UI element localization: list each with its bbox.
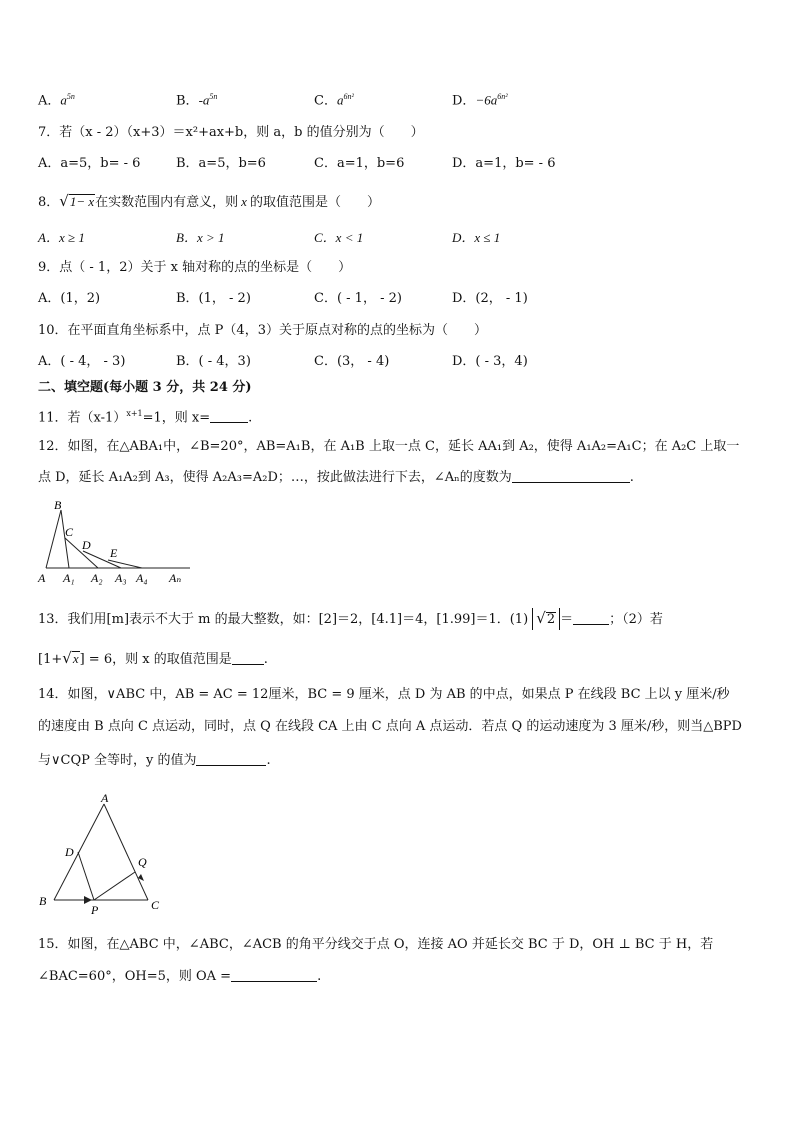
- q9-option-c: C．( - 1， - 2): [314, 291, 402, 306]
- fig-label: D: [82, 538, 91, 552]
- sqrt-radical-icon: √: [59, 192, 69, 210]
- stem-text: .: [266, 753, 271, 768]
- question-number: 8．: [38, 195, 60, 210]
- fig-label: E: [110, 546, 118, 560]
- q7-stem: 7．若（x - 2）（x+3）＝x²+ax+b，则 a，b 的值分别为（ ）: [38, 125, 424, 140]
- q13-line-1: [38, 608, 663, 630]
- q6-option-a: [38, 88, 75, 110]
- sqrt-radicand: x: [72, 651, 79, 666]
- q15-line-2: [38, 968, 321, 986]
- option-exponent: 5n: [66, 92, 75, 101]
- option-base: -a: [198, 92, 210, 108]
- q9-option-a: A．(1，2): [38, 291, 101, 306]
- option-exponent: 5n: [209, 92, 218, 101]
- stem-text: 在实数范围内有意义，则: [95, 195, 239, 210]
- answer-blank[interactable]: [196, 753, 266, 766]
- fig-label: D: [65, 845, 74, 859]
- stem-text: ∠BAC=60°，OH=5，则 OA =: [38, 969, 232, 984]
- fig-label: P: [91, 903, 99, 917]
- answer-blank[interactable]: [210, 410, 248, 423]
- section-heading: 二、填空题(每小题 3 分，共 24 分): [38, 380, 252, 395]
- stem-text: .: [317, 969, 322, 984]
- q14-line-3: [38, 752, 271, 770]
- exponent: x+1: [126, 409, 143, 418]
- q14-line-2: 的速度由 B 点向 C 点运动，同时，点 Q 在线段 CA 上由 C 点向 A 点运动．若点 Q 的运动速度为 3 厘米/秒，则当△BPD: [38, 719, 742, 734]
- q14-line-1: 14．如图，∨ABC 中，AB = AC = 12厘米，BC = 9 厘米，点 D 为 AB 的中点，如果点 P 在线段 BC 上以 y 厘米/秒: [38, 687, 730, 702]
- option-letter: C．: [314, 93, 337, 109]
- q13-line-2: [38, 649, 268, 669]
- q7-option-d: D．a=1，b= - 6: [452, 156, 556, 171]
- option-base: a: [336, 92, 344, 108]
- fig-label: A₄: [136, 571, 148, 585]
- option-base: a: [60, 92, 67, 108]
- q8-option-a: A．x ≥ 1: [38, 230, 85, 245]
- segment-dp: [78, 852, 94, 900]
- q9-stem: 9．点（ - 1，2）关于 x 轴对称的点的坐标是（ ）: [38, 260, 352, 275]
- q11-stem: [38, 405, 252, 427]
- q7-option-c: C．a=1，b=6: [314, 156, 405, 171]
- fig-label: A₁: [63, 571, 75, 585]
- stem-text: 的取值范围是（ ）: [249, 195, 380, 210]
- q10-option-d: D．( - 3，4): [452, 354, 528, 369]
- q15-line-1: 15．如图，在△ABC 中，∠ABC，∠ACB 的角平分线交于点 O，连接 AO 并延长交 BC 于 D，OH ⊥ BC 于 H，若: [38, 937, 714, 952]
- stem-text: =1，则 x=: [142, 410, 211, 426]
- q10-option-c: C．(3， - 4): [314, 354, 390, 369]
- q10-option-a: A．( - 4， - 3): [38, 354, 126, 369]
- stem-text: ；（2）若: [609, 612, 663, 627]
- q7-option-a: A．a=5，b= - 6: [38, 156, 141, 171]
- q7-option-b: B．a=5，b=6: [176, 156, 266, 171]
- q10-option-b: B．( - 4，3): [176, 354, 251, 369]
- q12-line-1: 12．如图，在△ABA₁中，∠B=20°，AB=A₁B，在 A₁B 上取一点 C，延长 AA₁到 A₂，使得 A₁A₂=A₁C；在 A₂C 上取一: [38, 439, 740, 454]
- sqrt-radical-icon: √: [62, 649, 72, 667]
- stem-text: .: [248, 410, 253, 426]
- sqrt-radicand: 1− x: [69, 194, 95, 209]
- q8-option-d: D．x ≤ 1: [452, 230, 501, 245]
- segment-ab: [46, 510, 61, 568]
- q14-figure: [30, 790, 170, 920]
- q8-stem: [38, 192, 380, 212]
- sqrt-radical-icon: √: [536, 609, 546, 627]
- fig-label: C: [65, 525, 74, 539]
- answer-blank[interactable]: [232, 652, 264, 665]
- fig-label: Q: [138, 855, 147, 869]
- stem-text: ] = 6，则 x 的取值范围是: [79, 652, 232, 667]
- fig-label: A₃: [115, 571, 127, 585]
- segment-ac: [104, 804, 148, 900]
- stem-text: 13．我们用[m]表示不大于 m 的最大整数，如：[2]＝2，[4.1]＝4，[1.99]＝1．(1): [38, 612, 529, 627]
- fig-label: Aₙ: [169, 571, 182, 585]
- fig-label: B: [54, 498, 62, 512]
- stem-text: 与∨CQP 全等时，y 的值为: [38, 753, 197, 768]
- q6-option-c: [314, 88, 354, 110]
- variable: x: [241, 194, 247, 209]
- q12-figure: [30, 496, 200, 588]
- q8-option-c: C．x < 1: [314, 230, 364, 245]
- stem-text: 11．若（x-1）: [38, 410, 127, 426]
- fig-label: C: [151, 898, 160, 912]
- option-exponent: 6n²: [343, 92, 354, 101]
- q10-stem: 10．在平面直角坐标系中，点 P（4，3）关于原点对称的点的坐标为（ ）: [38, 323, 487, 338]
- fig-label: A: [38, 571, 46, 585]
- answer-blank[interactable]: [573, 612, 609, 625]
- option-letter: B．: [176, 93, 199, 109]
- option-base: −6a: [475, 92, 498, 108]
- answer-blank[interactable]: [231, 969, 317, 982]
- segment-ab: [54, 804, 104, 900]
- option-letter: D．: [452, 93, 476, 109]
- q6-option-d: [452, 88, 508, 110]
- fig-label: A₂: [91, 571, 103, 585]
- q6-option-b: [176, 88, 217, 110]
- q9-option-d: D．(2， - 1): [452, 291, 528, 306]
- stem-text: ＝: [560, 612, 574, 627]
- stem-text: .: [263, 652, 268, 667]
- option-letter: A．: [38, 93, 61, 109]
- fig-label: B: [39, 894, 47, 908]
- sqrt-radicand: 2: [546, 612, 556, 627]
- stem-text: .: [629, 470, 634, 485]
- segment-pq: [94, 872, 135, 900]
- stem-text: 点 D，延长 A₁A₂到 A₃，使得 A₂A₃=A₂D；…，按此做法进行下去，∠Aₙ的度数为: [38, 470, 512, 485]
- fig-label: A: [101, 791, 109, 805]
- q8-option-b: B．x > 1: [176, 230, 225, 245]
- q12-line-2: [38, 469, 634, 487]
- stem-text: [1+: [38, 652, 63, 667]
- answer-blank[interactable]: [512, 470, 630, 483]
- q9-option-b: B．(1， - 2): [176, 291, 251, 306]
- floor-bracket: [532, 608, 560, 630]
- segment-ba1: [61, 510, 69, 568]
- option-exponent: 6n²: [497, 92, 508, 101]
